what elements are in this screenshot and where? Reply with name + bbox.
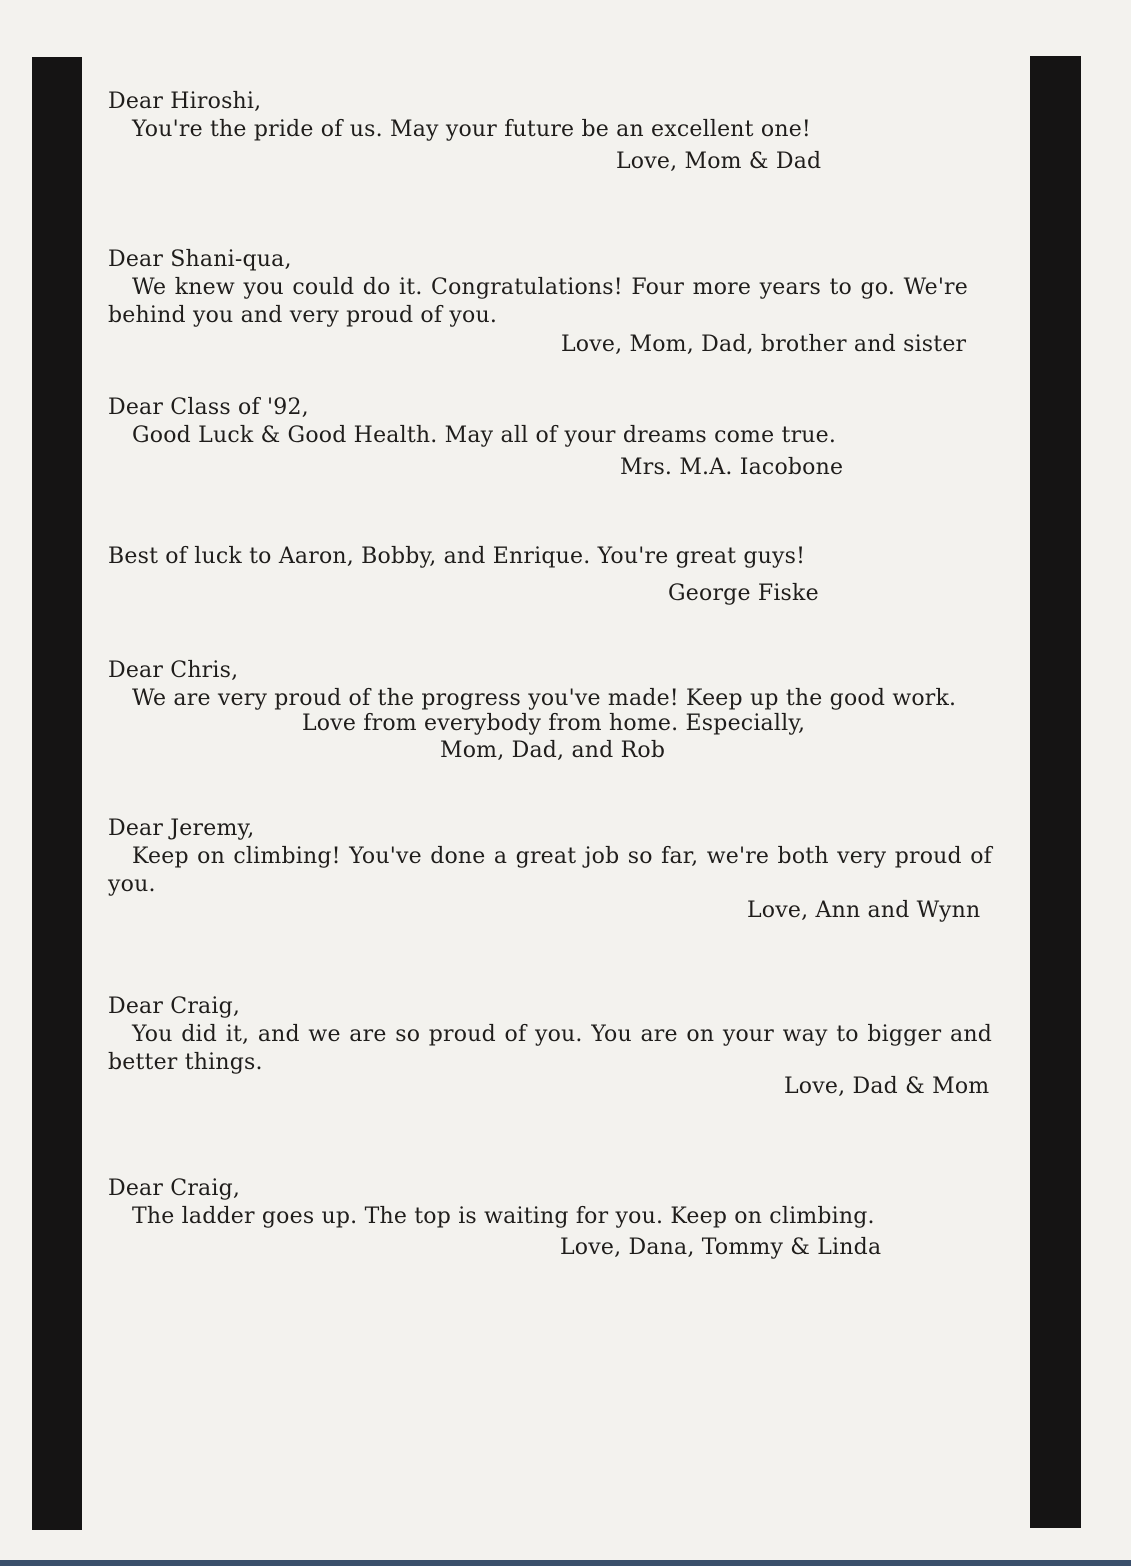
message-jeremy <box>108 815 992 899</box>
message-greeting: Dear Hiroshi, <box>108 89 262 114</box>
message-body: You did it, and we are so proud of you. You are on your way to bigger and better things. <box>108 1022 992 1075</box>
message-body: Good Luck & Good Health. May all of your dreams come true. <box>132 423 837 448</box>
message-body: We knew you could do it. Congratulations! Four more years to go. We're behind you and very proud of you. <box>108 275 968 328</box>
message-signature: George Fiske <box>668 581 819 606</box>
message-hiroshi <box>108 88 838 144</box>
message-body: Keep on climbing! You've done a great job so far, we're both very proud of you. <box>108 844 992 897</box>
message-signature: Mrs. M.A. Iacobone <box>620 455 844 480</box>
message-greeting: Dear Shani-qua, <box>108 247 292 272</box>
message-signature: Love, Mom, Dad, brother and sister <box>561 332 967 357</box>
message-body: The ladder goes up. The top is waiting for you. Keep on climbing. <box>132 1204 875 1229</box>
message-craig-1 <box>108 993 992 1077</box>
message-chris <box>108 657 968 713</box>
right-black-border <box>1030 56 1081 1528</box>
message-class-of-92 <box>108 394 868 450</box>
message-greeting: Dear Craig, <box>108 1176 241 1201</box>
message-signature: Love, Dad & Mom <box>784 1074 990 1099</box>
message-signature: Love from everybody from home. Especially, <box>302 711 806 736</box>
message-craig-2 <box>108 1175 908 1231</box>
message-aaron-bobby-enrique <box>108 543 868 571</box>
message-signature: Mom, Dad, and Rob <box>440 738 666 763</box>
left-black-border <box>32 57 82 1530</box>
message-body: You're the pride of us. May your future be an excellent one! <box>132 117 811 142</box>
message-greeting: Dear Craig, <box>108 994 241 1019</box>
message-signature: Love, Ann and Wynn <box>747 898 981 923</box>
bottom-edge-strip <box>0 1560 1131 1566</box>
message-shani-qua <box>108 246 968 330</box>
message-body: We are very proud of the progress you've made! Keep up the good work. <box>132 686 957 711</box>
message-body: Best of luck to Aaron, Bobby, and Enrique. You're great guys! <box>108 544 806 569</box>
message-signature: Love, Mom & Dad <box>616 149 822 174</box>
message-greeting: Dear Chris, <box>108 658 239 683</box>
message-signature: Love, Dana, Tommy & Linda <box>560 1235 882 1260</box>
message-greeting: Dear Jeremy, <box>108 816 255 841</box>
message-greeting: Dear Class of '92, <box>108 395 309 420</box>
